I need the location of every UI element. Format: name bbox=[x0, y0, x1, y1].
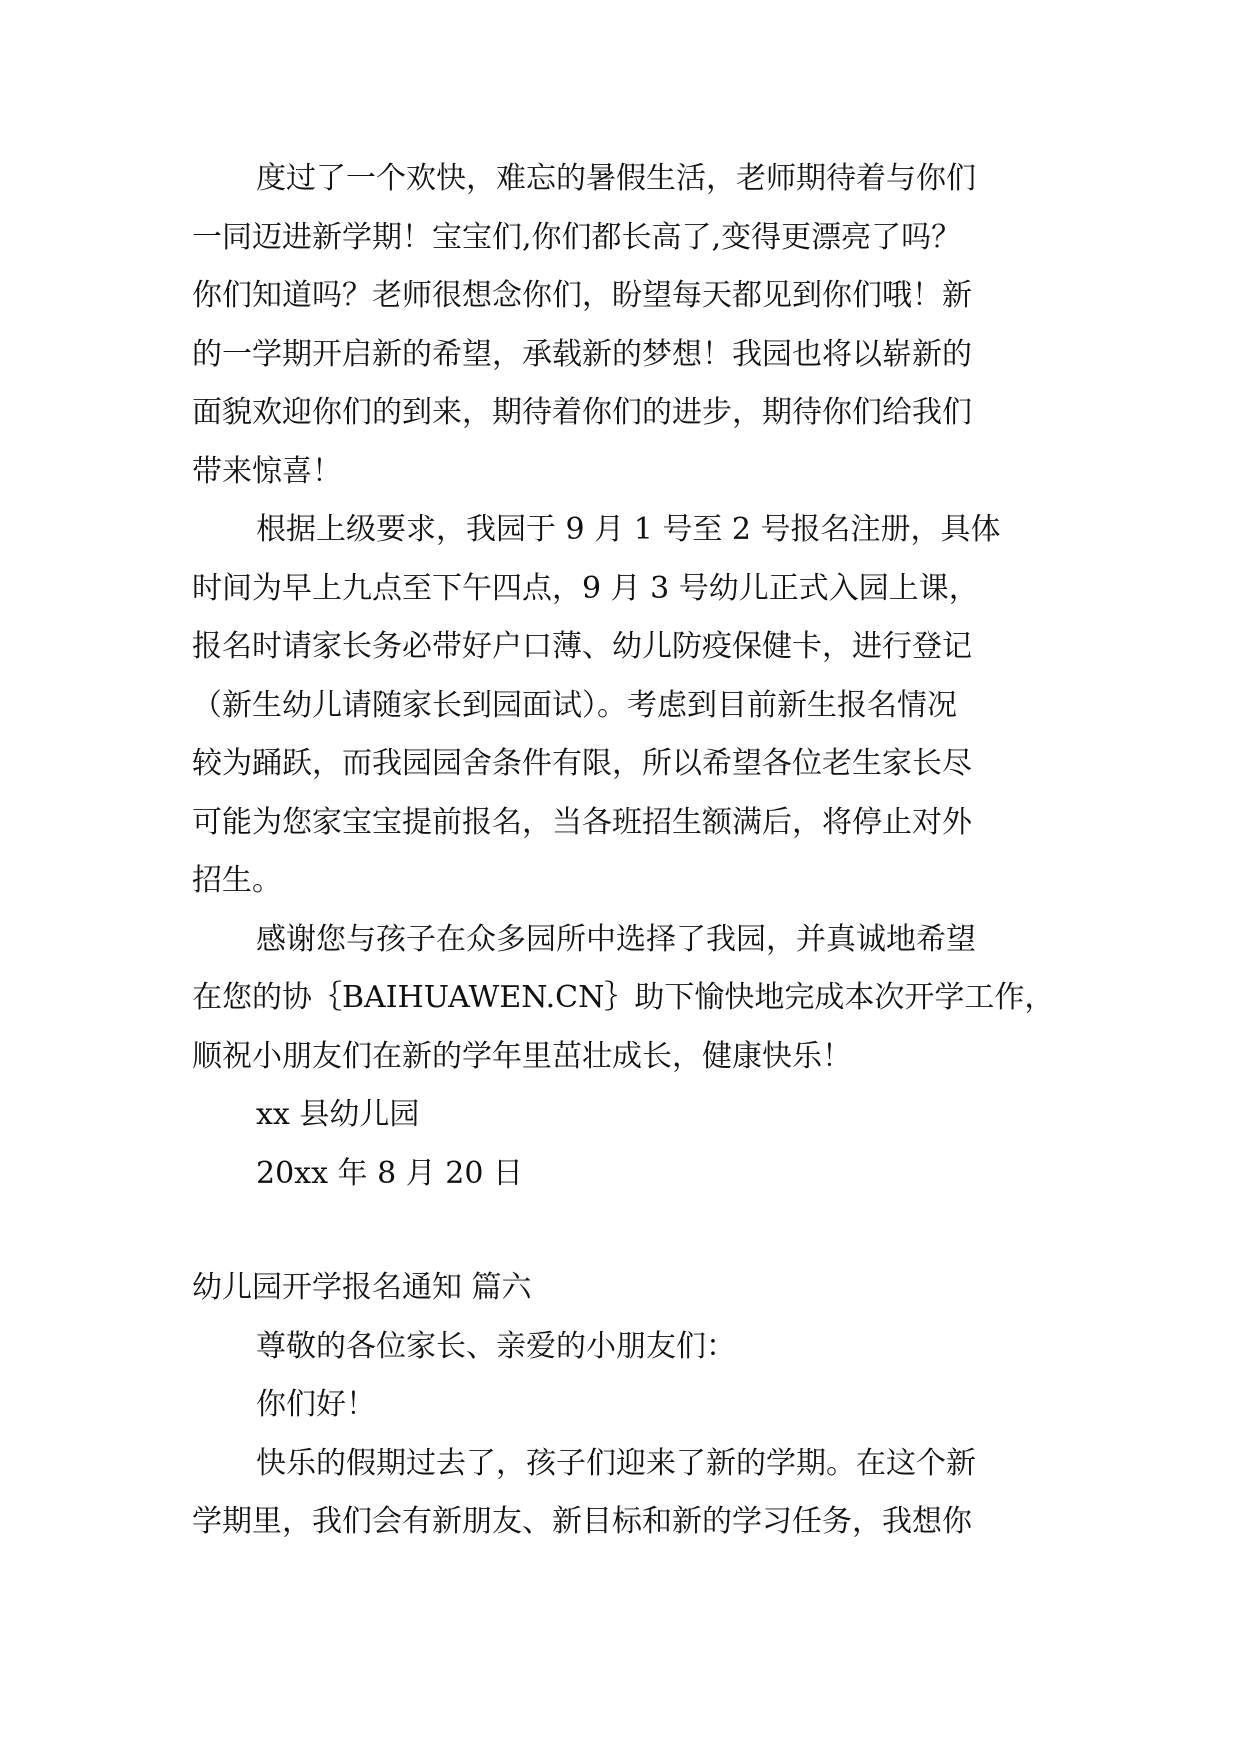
paragraph-registration bbox=[192, 510, 1052, 920]
salutation: 尊敬的各位家长、亲爱的小朋友们： bbox=[256, 1328, 736, 1364]
text-line: 面貌欢迎你们的到来，期待着你们的进步，期待你们给我们 bbox=[192, 395, 972, 430]
paragraph-welcome bbox=[192, 159, 1052, 510]
paragraph-new-term bbox=[192, 1444, 1052, 1561]
section-gap bbox=[192, 1212, 1052, 1268]
greeting: 你们好！ bbox=[256, 1387, 376, 1422]
text-line: 在您的协｛BAIHUAWEN.CN｝助下愉快地完成本次开学工作， bbox=[192, 980, 1055, 1015]
signature-date: 20xx 年 8 月 20 日 bbox=[256, 1155, 523, 1191]
document-body bbox=[192, 159, 1055, 1561]
text-line: 带来惊喜！ bbox=[192, 453, 342, 489]
text-line: 学期里，我们会有新朋友、新目标和新的学习任务，我想你 bbox=[192, 1504, 972, 1539]
text-line: 度过了一个欢快，难忘的暑假生活，老师期待着与你们 bbox=[256, 161, 976, 196]
text-line: 一同迈进新学期！宝宝们,你们都长高了,变得更漂亮了吗？ bbox=[192, 219, 962, 255]
signature-org: xx 县幼儿园 bbox=[256, 1097, 420, 1132]
paragraph-thanks bbox=[192, 920, 1055, 1096]
text-line: 招生。 bbox=[192, 863, 282, 898]
section-heading: 幼儿园开学报名通知 篇六 bbox=[192, 1270, 532, 1305]
text-line: 快乐的假期过去了，孩子们迎来了新的学期。在这个新 bbox=[256, 1445, 976, 1481]
text-line: 时间为早上九点至下午四点，9 月 3 号幼儿正式入园上课， bbox=[192, 570, 979, 606]
text-line: 较为踊跃，而我园园舍条件有限，所以希望各位老生家长尽 bbox=[192, 746, 972, 781]
signature-block bbox=[192, 1095, 1052, 1212]
text-line: 的一学期开启新的希望，承载新的梦想！我园也将以崭新的 bbox=[192, 336, 972, 372]
text-line: 可能为您家宝宝提前报名，当各班招生额满后，将停止对外 bbox=[192, 804, 972, 840]
text-line: 顺祝小朋友们在新的学年里茁壮成长，健康快乐！ bbox=[192, 1038, 852, 1074]
text-line: 根据上级要求，我园于 9 月 1 号至 2 号报名注册，具体 bbox=[256, 512, 1001, 547]
text-line: （新生幼儿请随家长到园面试）。考虑到目前新生报名情况 bbox=[192, 687, 957, 723]
text-line: 报名时请家长务必带好户口薄、幼儿防疫保健卡，进行登记 bbox=[192, 629, 972, 664]
text-line: 感谢您与孩子在众多园所中选择了我园，并真诚地希望 bbox=[256, 921, 976, 957]
text-line: 你们知道吗？老师很想念你们，盼望每天都见到你们哦！新 bbox=[192, 278, 972, 313]
